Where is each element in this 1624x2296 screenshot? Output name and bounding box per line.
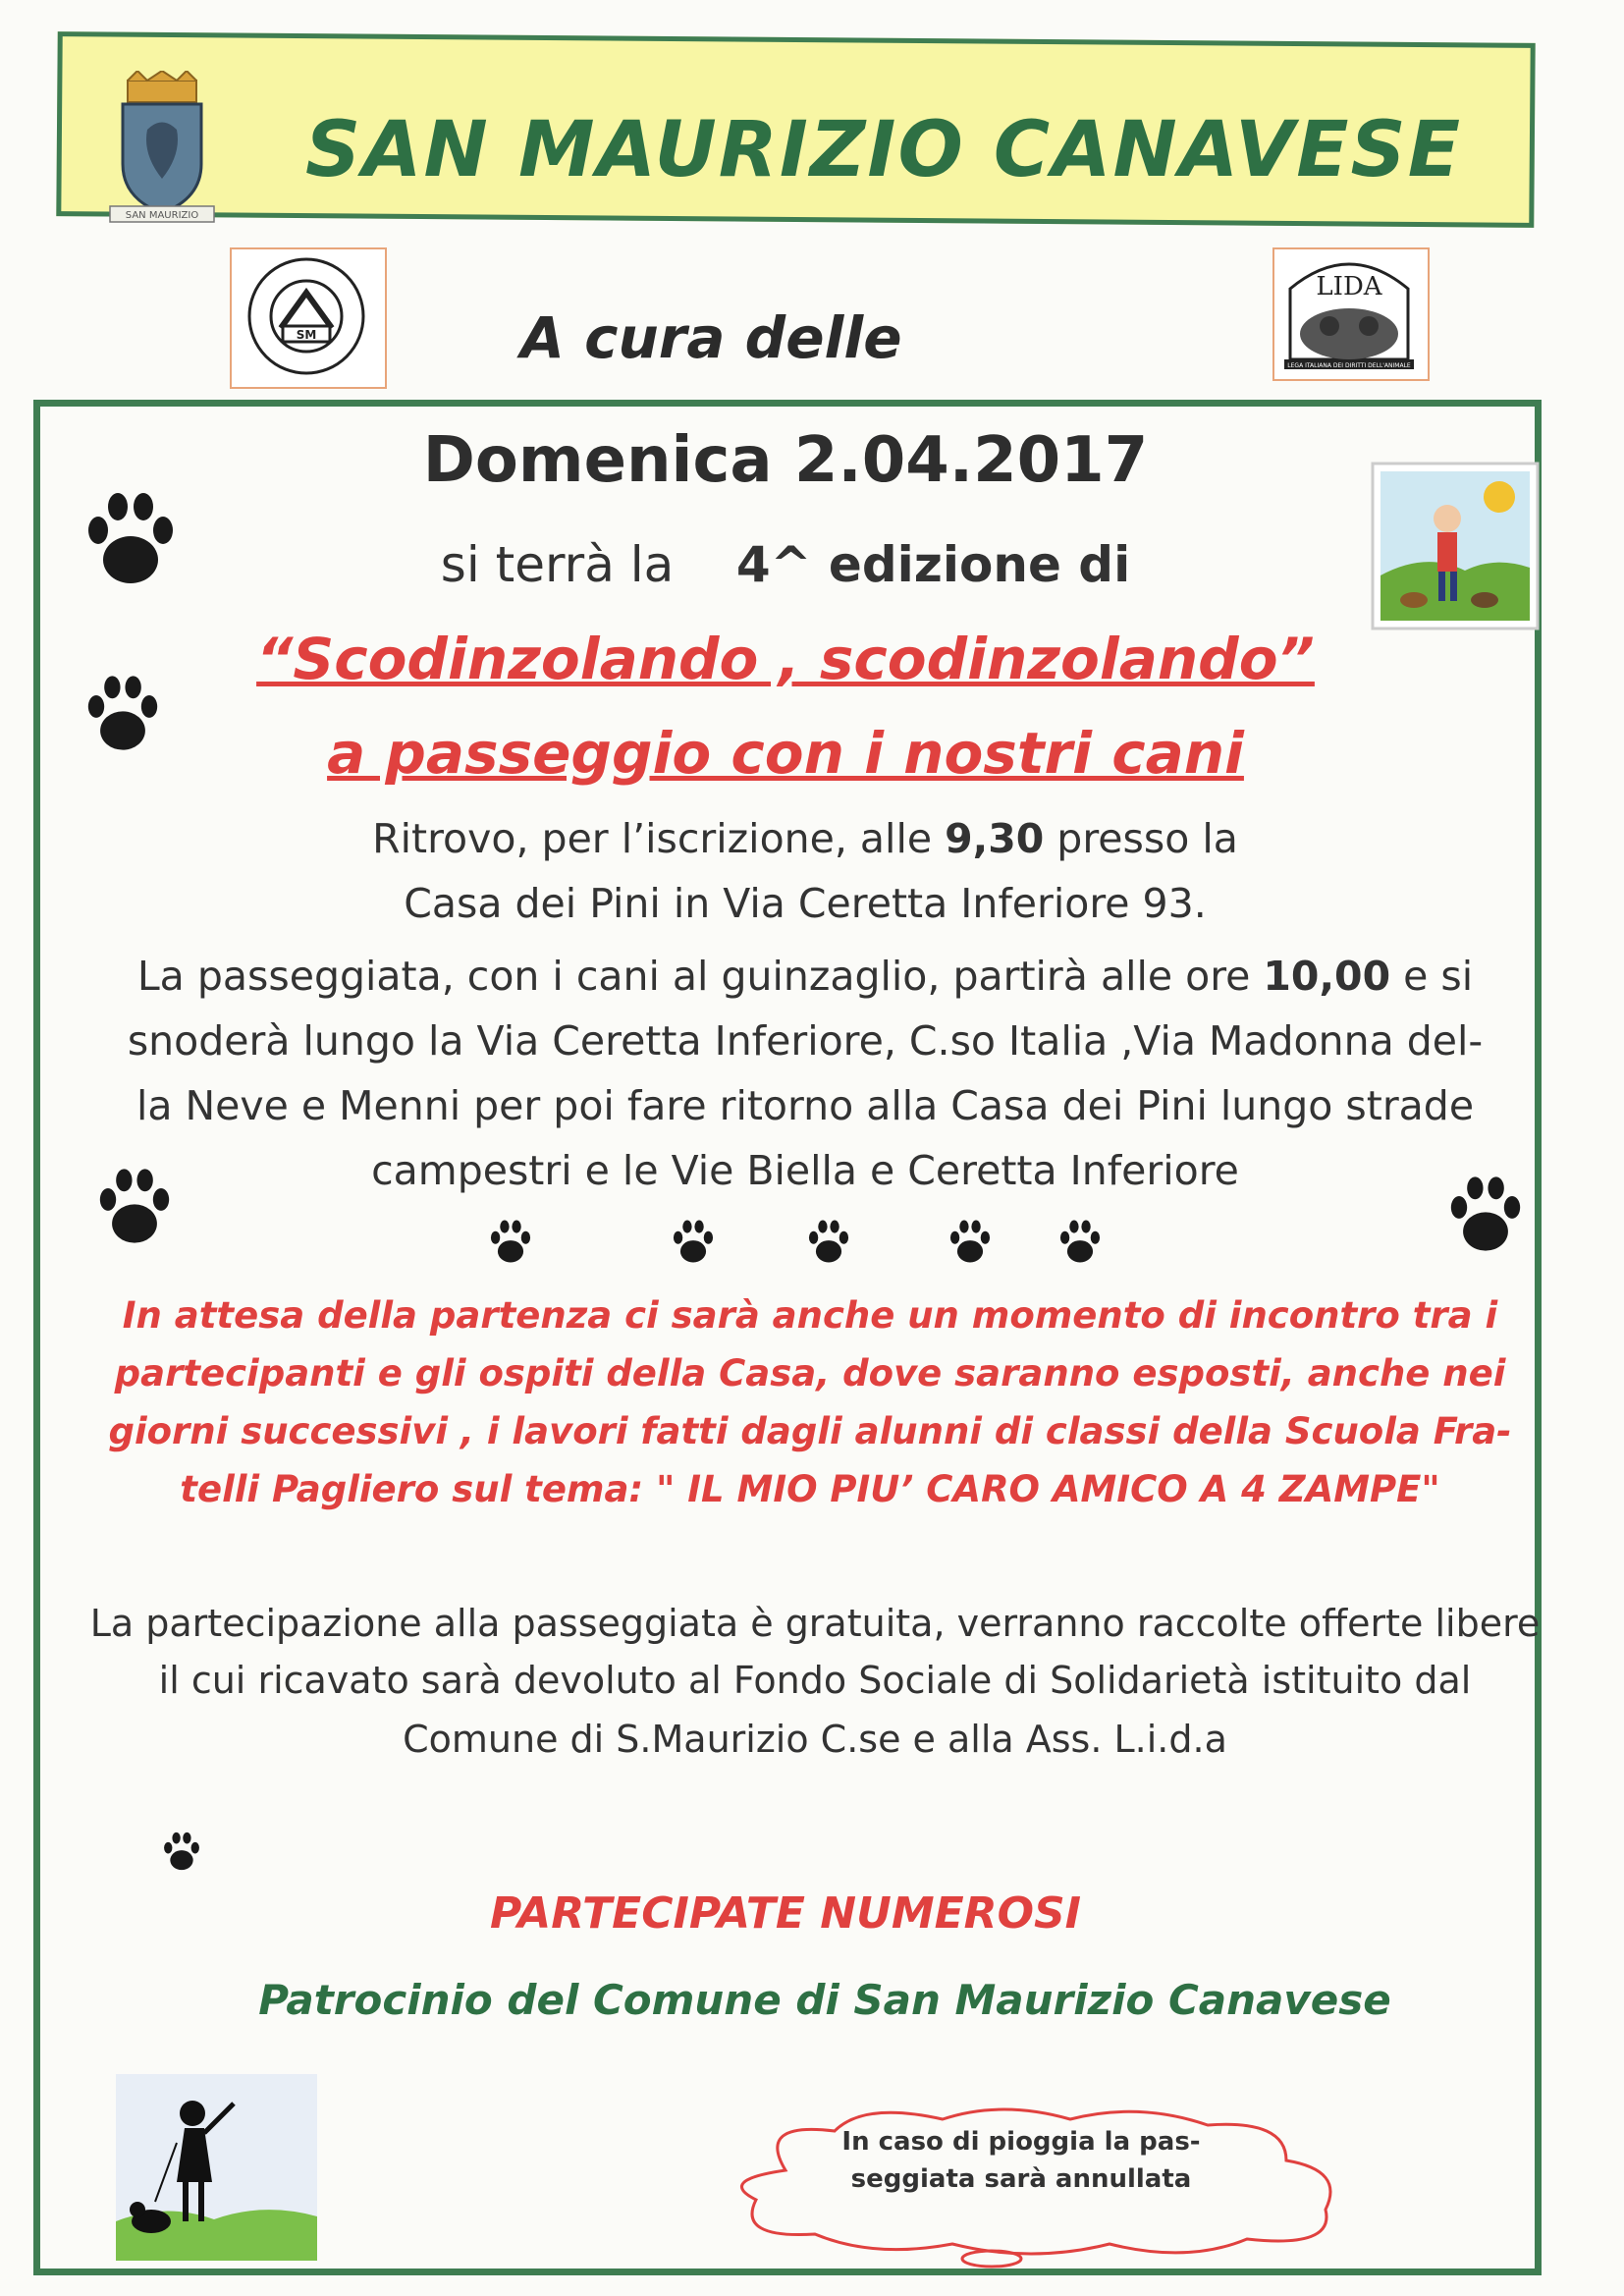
paw-icon [1441,1165,1530,1263]
paw-icon [485,1214,536,1269]
girl-with-dog-image [116,2074,317,2261]
participation-line3: Comune di S.Maurizio C.se e alla Ass. L.i.d.a [403,1718,1227,1761]
association-logo-icon [232,249,381,383]
paw-icon [1055,1214,1106,1269]
route-line4: campestri e le Vie Biella e Ceretta Inferiore [371,1147,1239,1194]
patronage-line: Patrocinio del Comune di San Maurizio Canavese [258,1976,1391,2024]
lida-logo-subtitle: LEGA ITALIANA DEI DIRITTI DELL'ANIMALE [1287,362,1411,369]
meeting-time: 9,30 [945,815,1045,862]
crest-motto: SAN MAURIZIO [125,210,199,221]
association-logo-initials: SM [296,328,317,342]
notice-line4: telli Pagliero sul tema: " IL MIO PIU’ CARO AMICO A 4 ZAMPE" [180,1468,1440,1510]
notice-paragraph [79,1286,1542,1518]
notice-line1: In attesa della partenza ci sarà anche un momento di incontro tra i [122,1294,1498,1337]
paw-icon [668,1214,719,1269]
paw-icon [79,664,167,762]
meeting-line2: Casa dei Pini in Via Ceretta Inferiore 93. [404,880,1207,927]
edition-line [196,536,1375,593]
paw-icon [159,1827,204,1876]
route-line1-b: e si [1390,953,1474,1000]
edition-number: 4^ edizione di [735,536,1131,593]
route-line2: snoderà lungo la Via Ceretta Inferiore, C.so Italia ,Via Madonna del- [127,1017,1484,1065]
route-line3: la Neve e Menni per poi fare ritorno alla Casa dei Pini lungo strade [135,1082,1475,1129]
lida-logo [1272,247,1430,381]
rain-notice [805,2123,1237,2198]
route-paragraph [69,944,1542,1203]
notice-line3: giorni successivi , i lavori fatti dagli alunni di classi della Scuola Fra- [108,1410,1512,1452]
meeting-line1-b: presso la [1044,815,1238,862]
event-subtitle: a passeggio con i nostri cani [327,720,1244,787]
rain-line2: seggiata sarà annullata [850,2164,1192,2194]
event-title: “Scodinzolando , scodinzolando” [256,626,1315,692]
paw-icon [945,1214,996,1269]
town-title: SAN MAURIZIO CANAVESE [305,106,1462,194]
participation-paragraph [69,1595,1561,1768]
paw-icon [90,1157,179,1255]
lida-logo-icon [1274,249,1424,375]
cura-heading: A cura delle [520,304,902,371]
crest-icon [98,71,226,228]
event-date: Domenica 2.04.2017 [422,424,1149,497]
dog-walk-photo [1367,458,1542,632]
meeting-paragraph [98,806,1512,936]
paw-icon [803,1214,854,1269]
lida-logo-name: LIDA [1316,272,1382,301]
association-logo [230,247,387,389]
route-line1-a: La passeggiata, con i cani al guinzaglio, partirà alle ore [136,953,1264,1000]
paw-icon [77,479,185,597]
meeting-line1-a: Ritrovo, per l’iscrizione, alle [372,815,946,862]
edition-prefix: si terrà la [440,536,675,593]
route-time: 10,00 [1263,953,1391,1000]
rain-line1: In caso di pioggia la pas- [841,2127,1201,2157]
participation-line2: il cui ricavato sarà devoluto al Fondo Sociale di Solidarietà istituito dal [158,1659,1472,1702]
notice-line2: partecipanti e gli ospiti della Casa, dove saranno esposti, anche nei [114,1352,1506,1394]
participation-line1: La partecipazione alla passeggiata è gratuita, verranno raccolte offerte libere [89,1602,1541,1645]
call-to-action: PARTECIPATE NUMEROSI [489,1888,1082,1939]
